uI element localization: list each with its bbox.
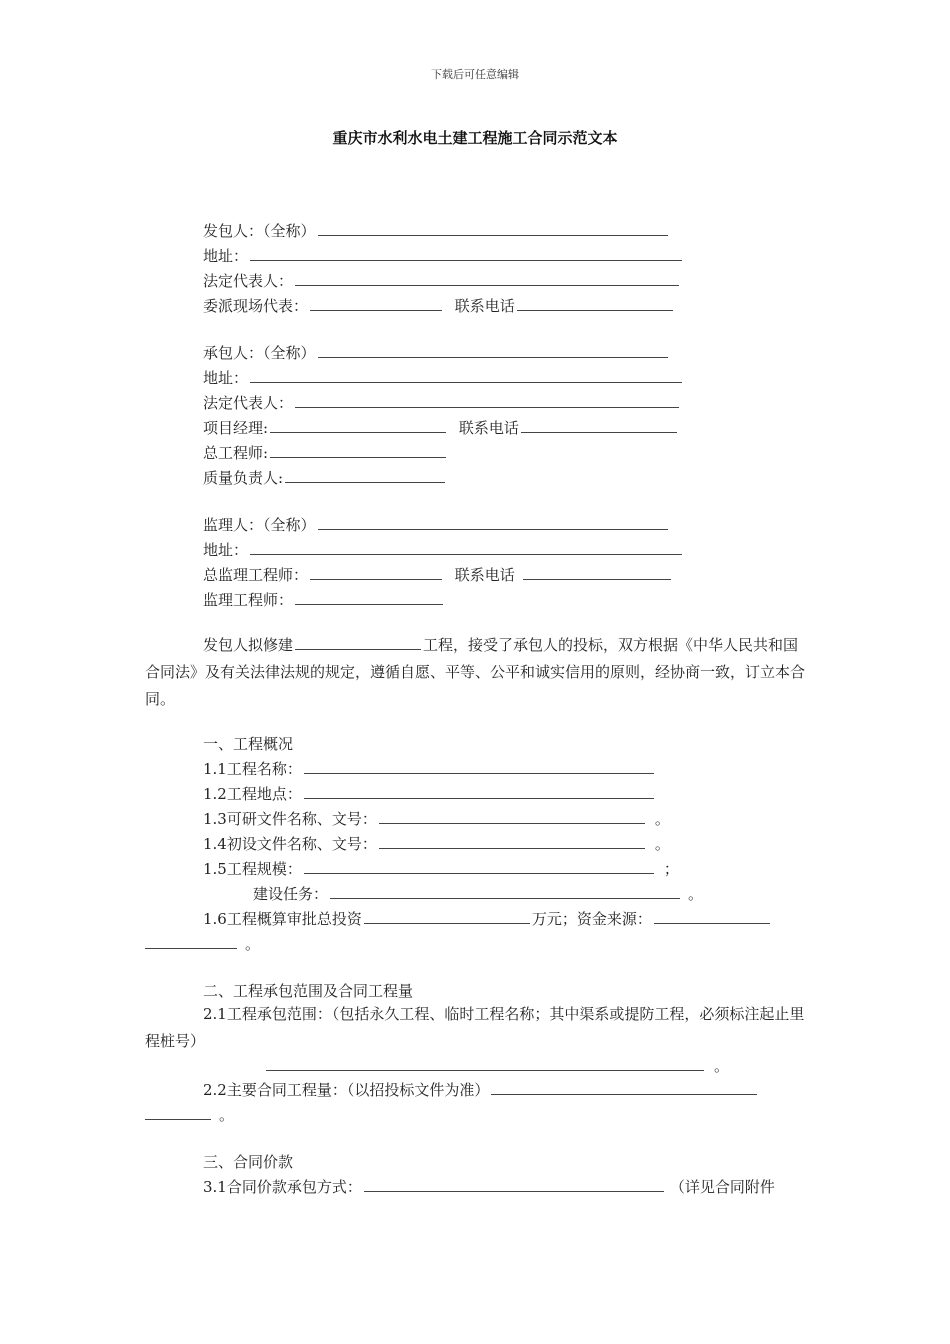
contractor-chief-engineer-label: 总工程师: <box>203 444 269 462</box>
contractor-pm-row <box>203 416 679 440</box>
item-2-1-period: 。 <box>714 1057 730 1075</box>
total-investment-blank[interactable] <box>364 908 530 924</box>
contractor-pm-label: 项目经理: <box>203 419 269 437</box>
supervisor-address-label: 地址： <box>203 541 249 559</box>
contractor-legal-rep-row <box>203 391 681 415</box>
construction-task-period: 。 <box>688 885 704 903</box>
project-name-blank[interactable] <box>295 634 421 650</box>
contractor-name-label: 承包人：（全称） <box>203 344 316 362</box>
item-2-1-text: 2.1工程承包范围：（包括永久工程、临时工程名称；其中渠系或提防工程，必须标注起止里程桩号） <box>145 1005 805 1050</box>
project-location-blank[interactable] <box>304 783 654 799</box>
employer-phone-blank[interactable] <box>517 295 673 311</box>
item-1-1-label: 1.1工程名称： <box>203 760 302 778</box>
supervisor-name-label: 监理人：（全称） <box>203 516 316 534</box>
contractor-address-row <box>203 366 684 390</box>
contractor-quality-label: 质量负责人: <box>203 469 284 487</box>
supervisor-chief-blank[interactable] <box>310 564 442 580</box>
employer-phone-label: 联系电话 <box>454 297 515 315</box>
supervisor-address-row <box>203 538 684 562</box>
contractor-chief-engineer-blank[interactable] <box>270 442 446 458</box>
supervisor-phone-blank[interactable] <box>523 564 671 580</box>
supervisor-name-row <box>203 513 670 537</box>
intro-paragraph <box>145 632 805 713</box>
supervisor-engineer-blank[interactable] <box>295 589 443 605</box>
contractor-legal-rep-blank[interactable] <box>295 392 679 408</box>
item-2-1-paragraph <box>145 1001 805 1055</box>
contractor-legal-rep-label: 法定代表人： <box>203 394 294 412</box>
preliminary-design-doc-blank[interactable] <box>379 833 645 849</box>
funding-source-blank-continued[interactable] <box>145 933 237 949</box>
employer-address-blank[interactable] <box>250 245 682 261</box>
supervisor-phone-label: 联系电话 <box>454 566 515 584</box>
item-3-1-note: （详见合同附件 <box>669 1178 775 1196</box>
project-title-blank[interactable] <box>304 758 654 774</box>
contractor-phone-blank[interactable] <box>521 417 677 433</box>
contractor-name-blank[interactable] <box>318 342 668 358</box>
item-2-2-label: 2.2主要合同工程量：（以招投标文件为准） <box>203 1081 490 1099</box>
contractor-name-row <box>203 341 670 365</box>
item-1-4-label: 1.4初设文件名称、文号： <box>203 835 377 853</box>
item-1-6-period: 。 <box>245 935 261 953</box>
item-1-4-row <box>203 832 670 856</box>
construction-task-row <box>253 882 703 906</box>
item-1-6-row <box>203 907 772 931</box>
section1-heading: 一、工程概况 <box>203 735 294 753</box>
item-1-5-row <box>203 857 679 881</box>
employer-legal-rep-label: 法定代表人： <box>203 272 294 290</box>
contractor-phone-label: 联系电话 <box>458 419 519 437</box>
intro-part2: 工程，接受了承包人的投标，双方根据《中华人民共和国合同法》及有关法律法规的规定，遵循自愿、平等、公平和诚实信用的原则，经协商一致，订立本合同。 <box>145 636 806 708</box>
contract-scope-blank[interactable] <box>266 1055 704 1071</box>
item-1-6-unit: 万元；资金来源： <box>531 910 652 928</box>
contractor-address-label: 地址： <box>203 369 249 387</box>
employer-legal-rep-row <box>203 269 681 293</box>
item-1-3-period: 。 <box>654 810 670 828</box>
employer-name-blank[interactable] <box>318 220 668 236</box>
item-3-1-row <box>203 1175 775 1199</box>
item-1-4-period: 。 <box>654 835 670 853</box>
item-2-1-blank-row <box>266 1054 729 1078</box>
section2-heading: 二、工程承包范围及合同工程量 <box>203 982 414 1000</box>
item-3-1-label: 3.1合同价款承包方式： <box>203 1178 362 1196</box>
header-note: 下载后可任意编辑 <box>431 68 519 81</box>
feasibility-doc-blank[interactable] <box>379 808 645 824</box>
document-title: 重庆市水利水电土建工程施工合同示范文本 <box>332 129 618 147</box>
employer-address-label: 地址： <box>203 247 249 265</box>
item-1-5-label: 1.5工程规模： <box>203 860 302 878</box>
item-2-2-period: 。 <box>219 1106 235 1124</box>
supervisor-address-blank[interactable] <box>250 539 682 555</box>
construction-task-label: 建设任务： <box>253 885 329 903</box>
supervisor-engineer-label: 监理工程师： <box>203 591 294 609</box>
contract-quantity-blank[interactable] <box>491 1079 757 1095</box>
item-1-5-semicolon: ； <box>663 860 679 878</box>
employer-name-label: 发包人：（全称） <box>203 222 316 240</box>
contractor-quality-row <box>203 466 447 490</box>
employer-legal-rep-blank[interactable] <box>295 270 679 286</box>
employer-site-rep-label: 委派现场代表： <box>203 297 309 315</box>
supervisor-chief-label: 总监理工程师： <box>203 566 309 584</box>
contractor-chief-engineer-row <box>203 441 448 465</box>
employer-address-row <box>203 244 684 268</box>
contractor-quality-blank[interactable] <box>285 467 445 483</box>
funding-source-blank[interactable] <box>654 908 770 924</box>
supervisor-engineer-row <box>203 588 445 612</box>
contract-quantity-blank-continued[interactable] <box>145 1104 211 1120</box>
contract-price-method-blank[interactable] <box>364 1176 664 1192</box>
supervisor-chief-row <box>203 563 673 587</box>
item-1-6-continuation <box>145 932 260 956</box>
item-1-3-label: 1.3可研文件名称、文号： <box>203 810 377 828</box>
intro-part1: 发包人拟修建 <box>203 636 294 654</box>
item-1-2-row <box>203 782 656 806</box>
supervisor-name-blank[interactable] <box>318 514 668 530</box>
employer-site-rep-blank[interactable] <box>310 295 442 311</box>
project-scale-blank[interactable] <box>304 858 654 874</box>
item-1-6-label: 1.6工程概算审批总投资 <box>203 910 362 928</box>
item-2-2-continuation <box>145 1103 234 1127</box>
contractor-address-blank[interactable] <box>250 367 682 383</box>
employer-site-rep-row <box>203 294 675 318</box>
item-2-2-row <box>203 1078 759 1102</box>
item-1-3-row <box>203 807 670 831</box>
item-1-1-row <box>203 757 656 781</box>
construction-task-blank[interactable] <box>330 883 680 899</box>
item-1-2-label: 1.2工程地点： <box>203 785 302 803</box>
contractor-pm-blank[interactable] <box>270 417 446 433</box>
employer-name-row <box>203 219 670 243</box>
section3-heading: 三、合同价款 <box>203 1153 294 1171</box>
